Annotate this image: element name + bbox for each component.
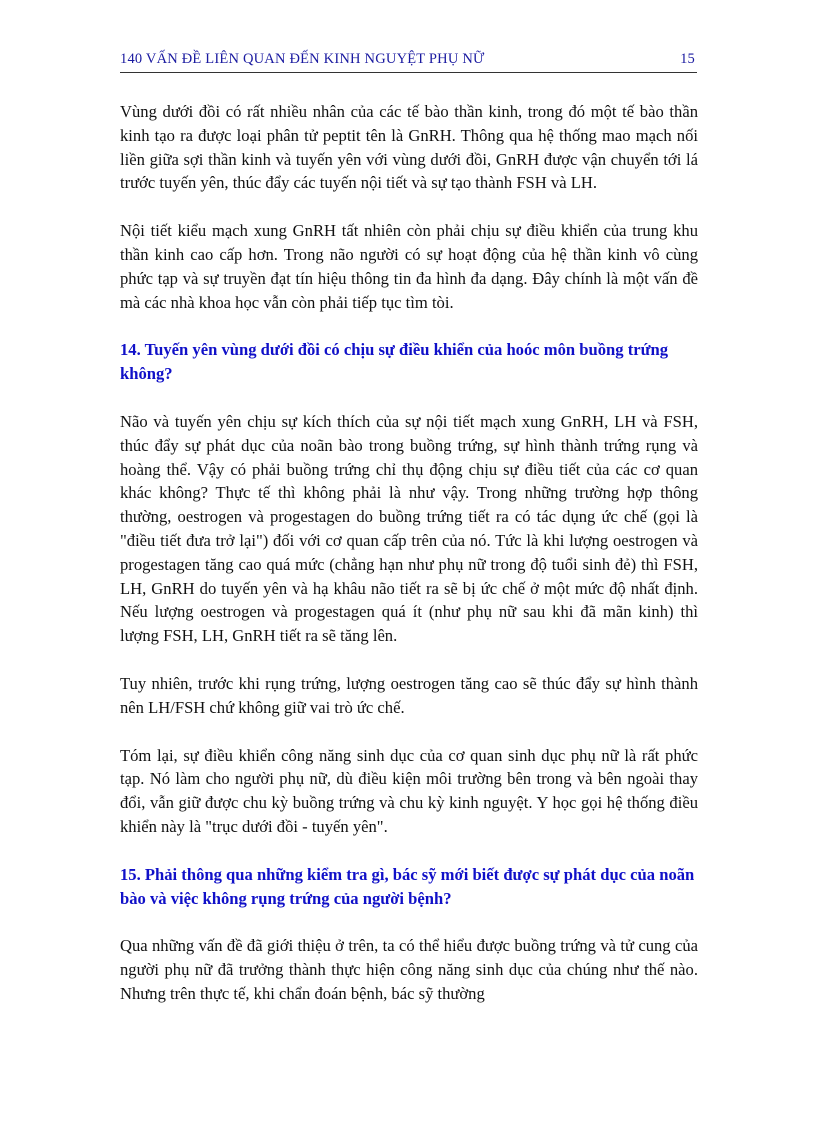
running-header — [120, 51, 697, 73]
section-14-paragraph-3: Tóm lại, sự điều khiển công năng sinh dục của cơ quan sinh dục phụ nữ là rất phức tạp. Nó làm cho người phụ nữ, dù điều kiện môi trường bên trong và bên ngoài thay đổi, vẫn giữ được chu kỳ buồng trứng và chu kỳ kinh nguyệt. Y học gọi hệ thống điều khiển này là "trục dưới đồi - tuyến yên". — [120, 745, 698, 836]
page-body — [120, 100, 698, 1006]
section-14-heading: 14. Tuyến yên vùng dưới đồi có chịu sự điều khiển của hoóc môn buồng trứng không? — [120, 340, 669, 384]
section-15-paragraph-1: Qua những vấn đề đã giới thiệu ở trên, ta có thể hiểu được buồng trứng và tử cung của người phụ nữ đã trưởng thành thực hiện công năng sinh dục của chúng như thế nào. Nhưng trên thực tế, khi chẩn đoán bệnh, bác sỹ thường — [120, 936, 698, 1003]
section-15-heading: 15. Phải thông qua những kiểm tra gì, bác sỹ mới biết được sự phát dục của noãn bào và việc không rụng trứng của người bệnh? — [120, 864, 695, 908]
intro-paragraph-2: Nội tiết kiểu mạch xung GnRH tất nhiên còn phải chịu sự điều khiển của trung khu thần kinh cao cấp hơn. Trong não người có sự hoạt động của hệ thần kinh vô cùng phức tạp và sự truyền đạt tín hiệu thông tin đa hình đa dạng. Đây chính là một vấn đề mà các nhà khoa học vẫn còn phải tiếp tục tìm tòi. — [120, 221, 698, 312]
section-14-paragraph-1: Não và tuyến yên chịu sự kích thích của sự nội tiết mạch xung GnRH, LH và FSH, thúc đẩy sự phát dục của noãn bào trong buồng trứng, sự hình thành trứng rụng và hoàng thể. Vậy có phải buồng trứng chỉ thụ động chịu sự điều tiết của các cơ quan khác không? Thực tế thì không phải là như vậy. Trong những trường hợp thông thường, oestrogen và progestagen do buồng trứng tiết ra có tác dụng ức chế (gọi là "điều tiết đưa trở lại") đối với cơ quan cấp trên của nó. Tức là khi lượng oestrogen và progestagen tăng cao quá mức (chẳng hạn như phụ nữ trong độ tuổi sinh đẻ) thì FSH, LH, GnRH do tuyến yên và hạ khâu não tiết ra sẽ bị ức chế ở một mức độ nhất định. Nếu lượng oestrogen và progestagen quá ít (như phụ nữ sau khi đã mãn kinh) thì lượng FSH, LH, GnRH tiết ra sẽ tăng lên. — [120, 411, 698, 646]
section-14-paragraph-2: Tuy nhiên, trước khi rụng trứng, lượng oestrogen tăng cao sẽ thúc đẩy sự hình thành nên LH/FSH chứ không giữ vai trò ức chế. — [120, 673, 698, 717]
book-title: 140 VẤN ĐỀ LIÊN QUAN ĐẾN KINH NGUYỆT PHỤ NỮ — [120, 51, 485, 67]
header-divider — [120, 72, 697, 73]
intro-paragraph-1: Vùng dưới đồi có rất nhiều nhân của các tế bào thần kinh, trong đó một tế bào thần kinh tạo ra được loại phân tử peptit tên là GnRH. Thông qua hệ thống mao mạch nối liền giữa sợi thần kinh và tuyến yên với vùng dưới đồi, GnRH được vận chuyển tới lá trước tuyến yên, thúc đẩy các tuyến nội tiết và sự tạo thành FSH và LH. — [120, 102, 698, 193]
page-number: 15 — [680, 51, 695, 67]
